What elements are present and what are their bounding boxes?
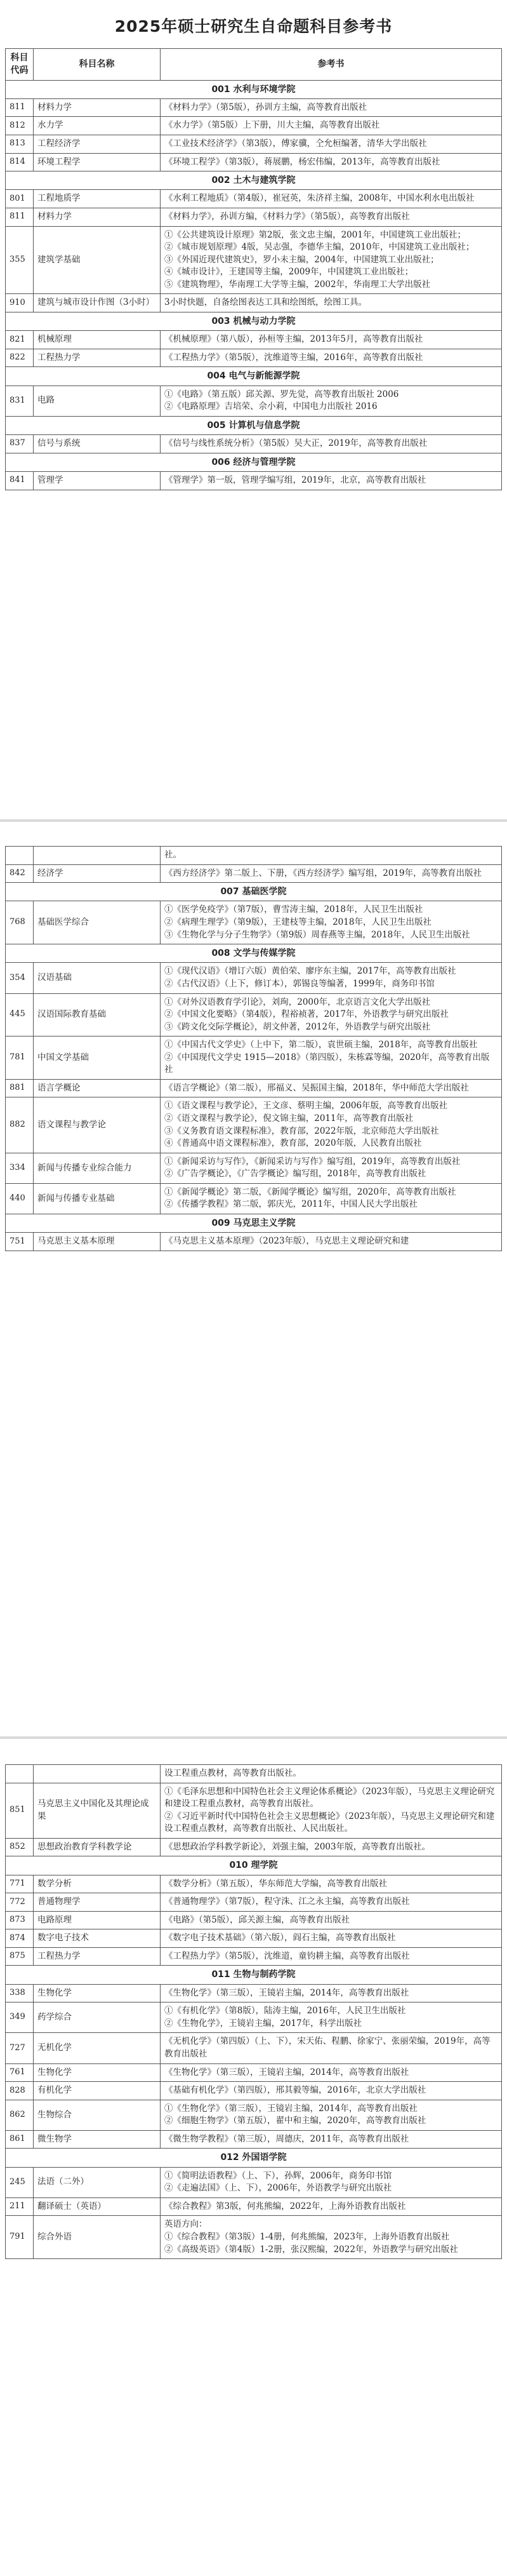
reference-line: ②《走遍法国》（上、下），2006年，外语教学与研究出版社 <box>164 2183 392 2194</box>
reference-books <box>161 847 502 865</box>
subject-name: 马克思主义基本原理 <box>34 1233 161 1251</box>
reference-line: ①《医学免疫学》（第7版），曹雪涛主编，2018年，人民卫生出版社 <box>164 904 423 915</box>
document-page-3 <box>0 1741 507 2576</box>
subject-code: 841 <box>6 471 34 490</box>
table-row <box>6 2197 502 2216</box>
table-row <box>6 993 502 1036</box>
subject-name: 有机化学 <box>34 2082 161 2100</box>
reference-line: 《电路》（第5版），邱关源主编，高等教育出版社 <box>164 1914 350 1925</box>
table-row <box>6 864 502 883</box>
subject-code: 822 <box>6 349 34 367</box>
subject-name: 电路原理 <box>34 1911 161 1929</box>
reference-line: ②《城市规划原理》4版，吴志强，李德华主编，2010年，中国建筑工业出版社； <box>164 242 475 253</box>
header-name: 科目名称 <box>34 49 161 81</box>
reference-books <box>161 1929 502 1948</box>
reference-books <box>161 2033 502 2063</box>
subject-name: 综合外语 <box>34 2216 161 2259</box>
reference-books <box>161 1911 502 1929</box>
reference-line: ④《城市设计》，王建国等主编，2009年，中国建筑工业出版社； <box>164 267 414 278</box>
subject-name: 工程热力学 <box>34 1947 161 1966</box>
table-row <box>6 1183 502 1214</box>
document-title: 2025年硕士研究生自命题科目参考书 <box>114 17 393 36</box>
subject-code: 334 <box>6 1153 34 1183</box>
subject-name: 经济学 <box>34 864 161 883</box>
reference-line: ③《跨文化交际学概论》，胡文仲著，2012年，外语教学与研究出版社 <box>164 1021 431 1032</box>
subject-code: 781 <box>6 1036 34 1080</box>
reference-books <box>161 435 502 453</box>
reference-books <box>161 2130 502 2149</box>
reference-books <box>161 226 502 294</box>
subject-name: 数字电子技术 <box>34 1929 161 1948</box>
reference-line: ①《公共建筑设计原理》第2版，张文忠主编，2001年，中国建筑工业出版社； <box>164 229 466 240</box>
subject-name: 材料力学 <box>34 208 161 227</box>
subject-name: 新闻与传播专业综合能力 <box>34 1153 161 1183</box>
table-row <box>6 190 502 208</box>
section-row <box>6 1856 502 1875</box>
reference-books <box>161 1875 502 1893</box>
subject-code: 801 <box>6 190 34 208</box>
reference-line: ②《古代汉语》（上下，修订本），郭锡良等编著，1999年，商务印书馆 <box>164 978 435 989</box>
reference-line: 《语言学概论》（第二版），邢福义、吴振国主编，2018年，华中师范大学出版社 <box>164 1082 469 1093</box>
subject-code: 811 <box>6 98 34 117</box>
section-row <box>6 1966 502 1984</box>
reference-line: 《综合教程》第3版，何兆熊编，2022年，上海外语教育出版社 <box>164 2201 406 2211</box>
subject-code: 828 <box>6 2082 34 2100</box>
reference-line: 《普通物理学》（第7版），程守洙、江之永主编，高等教育出版社 <box>164 1896 410 1907</box>
table-row <box>6 2082 502 2100</box>
subject-code: 862 <box>6 2100 34 2130</box>
table-header-row <box>6 49 502 81</box>
section-row <box>6 453 502 471</box>
table-row <box>6 1947 502 1966</box>
subject-name: 管理学 <box>34 471 161 490</box>
subject-code: 821 <box>6 331 34 349</box>
subject-code: 831 <box>6 386 34 416</box>
subject-code: 842 <box>6 864 34 883</box>
reference-books <box>161 117 502 135</box>
reference-books <box>161 993 502 1036</box>
reference-books <box>161 864 502 883</box>
subject-code: 772 <box>6 1893 34 1912</box>
table-row <box>6 135 502 154</box>
table-body <box>6 80 502 490</box>
document-page-1 <box>0 0 507 816</box>
reference-line: 《工程热力学》（第5版），沈维道，童钧耕主编，高等教育出版社 <box>164 1950 410 1961</box>
table-row <box>6 1893 502 1912</box>
section-row <box>6 367 502 386</box>
subject-code: 874 <box>6 1929 34 1948</box>
table-row <box>6 1079 502 1097</box>
subject-code: 837 <box>6 435 34 453</box>
subject-code: 861 <box>6 2130 34 2149</box>
table-row <box>6 208 502 227</box>
section-title: 006 经济与管理学院 <box>6 453 502 471</box>
subject-name: 法语（二外） <box>34 2167 161 2197</box>
reference-line: 《生物化学》（第三版），王镜岩主编，2014年，高等教育出版社 <box>164 1987 409 1998</box>
reference-books <box>161 1036 502 1080</box>
reference-books <box>161 1893 502 1912</box>
reference-books <box>161 294 502 312</box>
subject-name: 生物化学 <box>34 1984 161 2002</box>
page-separator <box>0 819 507 822</box>
reference-line: ①《新闻采访与写作》，《新闻采访与写作》编写组，2019年，高等教育出版社 <box>164 1156 461 1167</box>
table-row <box>6 963 502 993</box>
reference-line: ①《电路》（第五版）邱关源、罗先觉，高等教育出版社 2006 <box>164 389 399 399</box>
reference-books <box>161 2063 502 2082</box>
subject-name: 建筑学基础 <box>34 226 161 294</box>
reference-line: 《微生物学教程》（第三版），周德庆，2011年，高等教育出版社 <box>164 2133 409 2144</box>
reference-line: 3小时快题，自备绘图表达工具和绘图纸，绘图工具。 <box>164 297 367 308</box>
subject-code: 881 <box>6 1079 34 1097</box>
table-row <box>6 1097 502 1153</box>
section-title: 003 机械与动力学院 <box>6 312 502 330</box>
reference-line: ②《电路原理》吉培荣、佘小莉，中国电力出版社 2016 <box>164 401 378 412</box>
table-row <box>6 2063 502 2082</box>
reference-books <box>161 1079 502 1097</box>
subject-name <box>34 847 161 865</box>
header-refs: 参考书 <box>161 49 502 81</box>
table-row <box>6 1911 502 1929</box>
table-row <box>6 901 502 944</box>
subject-code: 813 <box>6 135 34 154</box>
reference-line: ②《病理生理学》（第9版），王建枝等主编，2018年，人民卫生出版社 <box>164 916 431 927</box>
subject-name: 新闻与传播专业基础 <box>34 1183 161 1214</box>
table-row <box>6 1783 502 1838</box>
reference-line: 《数字电子技术基础》（第六版），阎石主编，高等教育出版社 <box>164 1933 396 1943</box>
table-row <box>6 2002 502 2033</box>
section-title: 011 生物与制药学院 <box>6 1966 502 1984</box>
section-title: 008 文学与传媒学院 <box>6 944 502 963</box>
section-row <box>6 80 502 98</box>
table-body <box>6 847 502 1251</box>
reference-line: 《西方经济学》第二版上、下册，《西方经济学》编写组，2019年，高等教育出版社 <box>164 868 482 878</box>
reference-line: ②《习近平新时代中国特色社会主义思想概论》（2023年版），马克思主义理论研究和建设工程重点教材，高等教育出版社、人民出版社。 <box>164 1811 495 1834</box>
reference-table <box>5 1764 502 2259</box>
subject-code: 354 <box>6 963 34 993</box>
subject-code <box>6 847 34 865</box>
reference-line: ②《广告学概论》，《广告学概论》编写组，2018年，高等教育出版社 <box>164 1169 426 1179</box>
document-page-2 <box>0 826 507 1734</box>
reference-books <box>161 1153 502 1183</box>
reference-line: ①《现代汉语》（增订六版）黄伯荣、廖序东主编，2017年，高等教育出版社 <box>164 966 456 977</box>
reference-books <box>161 1233 502 1251</box>
reference-books <box>161 135 502 154</box>
subject-code: 349 <box>6 2002 34 2033</box>
subject-name: 药学综合 <box>34 2002 161 2033</box>
reference-line: ①《综合教程》（第3版）1-4册，何兆熊编，2023年，上海外语教育出版社 <box>164 2231 450 2242</box>
subject-name: 基础医学综合 <box>34 901 161 944</box>
reference-books <box>161 331 502 349</box>
reference-line: 《数学分析》（第五版），华东师范大学编，高等教育出版社 <box>164 1878 387 1889</box>
subject-name: 翻译硕士（英语） <box>34 2197 161 2216</box>
table-row <box>6 471 502 490</box>
reference-line: 《无机化学》（第四版）（上、下），宋天佑、程鹏、徐家宁、张丽荣编，2019年，高等教育出版社 <box>164 2036 491 2060</box>
subject-name: 汉语国际教育基础 <box>34 993 161 1036</box>
table-row <box>6 117 502 135</box>
reference-line: ②《生物化学》，王镜岩主编，2017年，科学出版社 <box>164 2018 362 2029</box>
reference-line: ①《语文课程与教学论》，王文彦、蔡明主编，2006年版，高等教育出版社 <box>164 1101 448 1111</box>
table-row <box>6 294 502 312</box>
reference-line: 《水利工程地质》（第4版），崔冠英，朱济祥主编，2008年，中国水利水电出版社 <box>164 193 475 204</box>
reference-line: ①《中国古代文学史》（上中下，第二版），袁世硕主编，2018年，高等教育出版社 <box>164 1040 478 1050</box>
subject-code: 791 <box>6 2216 34 2259</box>
continuation-row <box>6 1765 502 1783</box>
reference-line: 《马克思主义基本原理》（2023年版），马克思主义理论研究和建 <box>164 1236 409 1247</box>
reference-books <box>161 2216 502 2259</box>
subject-code: 814 <box>6 153 34 171</box>
section-title: 007 基础医学院 <box>6 883 502 901</box>
reference-line: 《材料力学》（第5版），孙训方主编，高等教育出版社 <box>164 102 367 112</box>
reference-table <box>5 846 502 1251</box>
section-row <box>6 312 502 330</box>
reference-table <box>5 48 502 490</box>
reference-line: ②《中国现代文学史 1915—2018》（第四版），朱栋霖等编，2020年，高等教育出版社 <box>164 1052 490 1075</box>
table-row <box>6 349 502 367</box>
reference-line: 《工程热力学》（第5版），沈维道等主编，2016年，高等教育出版社 <box>164 352 423 363</box>
reference-line: ①《简明法语教程》（上、下），孙辉，2006年，商务印书馆 <box>164 2170 392 2181</box>
section-row <box>6 416 502 434</box>
table-row <box>6 331 502 349</box>
table-row <box>6 226 502 294</box>
subject-name: 语文课程与教学论 <box>34 1097 161 1153</box>
reference-line: 英语方向： <box>164 2219 207 2230</box>
table-row <box>6 2033 502 2063</box>
subject-name <box>34 1765 161 1783</box>
subject-name: 建筑与城市设计作图（3小时） <box>34 294 161 312</box>
reference-line: 《水力学》（第5版）上下册，川大主编，高等教育出版社 <box>164 120 380 131</box>
subject-code: 852 <box>6 1838 34 1856</box>
section-title: 009 马克思主义学院 <box>6 1214 502 1232</box>
subject-code: 771 <box>6 1875 34 1893</box>
subject-name: 信号与系统 <box>34 435 161 453</box>
reference-books <box>161 208 502 227</box>
subject-name: 微生物学 <box>34 2130 161 2149</box>
reference-line: 《信号与线性系统分析》（第5版）吴大正，2019年，高等教育出版社 <box>164 438 428 449</box>
reference-books <box>161 98 502 117</box>
reference-line: 《机械原理》（第八版），孙桓等主编，2013年5月，高等教育出版社 <box>164 334 423 345</box>
subject-name: 环境工程学 <box>34 153 161 171</box>
subject-name: 中国文学基础 <box>34 1036 161 1080</box>
reference-books <box>161 190 502 208</box>
reference-line: ②《中国文化要略》（第4版），程裕祯著，2017年，外语教学与研究出版社 <box>164 1009 449 1020</box>
reference-line: 《基础有机化学》（第四版），邢其毅等编，2016年，北京大学出版社 <box>164 2085 426 2096</box>
reference-books <box>161 386 502 416</box>
reference-line: 《管理学》第一版，管理学编写组，2019年，北京，高等教育出版社 <box>164 474 426 485</box>
reference-books <box>161 2002 502 2033</box>
reference-books <box>161 1838 502 1856</box>
reference-line: 社。 <box>164 850 181 860</box>
subject-name: 机械原理 <box>34 331 161 349</box>
reference-books <box>161 963 502 993</box>
section-title: 004 电气与新能源学院 <box>6 367 502 386</box>
section-row <box>6 883 502 901</box>
table-row <box>6 1838 502 1856</box>
reference-books <box>161 2100 502 2130</box>
section-row <box>6 944 502 963</box>
subject-name: 语言学概论 <box>34 1079 161 1097</box>
subject-name: 普通物理学 <box>34 1893 161 1912</box>
subject-name: 生物综合 <box>34 2100 161 2130</box>
reference-books <box>161 901 502 944</box>
reference-line: ①《新闻学概论》第二版，《新闻学概论》编写组，2020年，高等教育出版社 <box>164 1186 456 1197</box>
reference-line: ①《毛泽东思想和中国特色社会主义理论体系概论》（2023年版），马克思主义理论研究和建设工程重点教材，高等教育出版社。 <box>164 1786 495 1809</box>
subject-name: 汉语基础 <box>34 963 161 993</box>
reference-line: ③《义务教育语文课程标准》，教育部，2022年版，北京师范大学出版社 <box>164 1125 439 1136</box>
reference-line: 《思想政治学科教学新论》，刘强主编，2003年版，高等教育出版社。 <box>164 1841 431 1852</box>
subject-name: 生物化学 <box>34 2063 161 2082</box>
table-row <box>6 1929 502 1948</box>
reference-books <box>161 1765 502 1783</box>
table-row <box>6 435 502 453</box>
reference-line: ⑤《建筑物理》，华南理工大学等主编，2002年，华南理工大学出版社 <box>164 279 431 290</box>
reference-line: ④《普通高中语文课程标准》，教育部，2020年版，人民教育出版社 <box>164 1138 422 1149</box>
table-row <box>6 1875 502 1893</box>
section-row <box>6 2149 502 2167</box>
table-row <box>6 2100 502 2130</box>
table-row <box>6 153 502 171</box>
table-row <box>6 1984 502 2002</box>
section-title: 005 计算机与信息学院 <box>6 416 502 434</box>
reference-books <box>161 349 502 367</box>
subject-code: 751 <box>6 1233 34 1251</box>
reference-line: ②《高级英语》（第4版）1-2册，张汉熙编，2022年，外语教学与研究出版社 <box>164 2244 458 2255</box>
subject-name: 数学分析 <box>34 1875 161 1893</box>
subject-code: 355 <box>6 226 34 294</box>
subject-code <box>6 1765 34 1783</box>
reference-books <box>161 2197 502 2216</box>
continuation-row <box>6 847 502 865</box>
subject-code: 812 <box>6 117 34 135</box>
subject-code: 875 <box>6 1947 34 1966</box>
subject-name: 思想政治教育学科教学论 <box>34 1838 161 1856</box>
reference-line: 《材料力学》，孙训方编，《材料力学》（第5版），高等教育出版社 <box>164 211 410 222</box>
reference-line: 《工业技术经济学》（第3版），傅家骥，仝允桓编著，清华大学出版社 <box>164 138 427 149</box>
section-row <box>6 1214 502 1232</box>
reference-line: ①《生物化学》（第三版），王镜岩主编，2014年，高等教育出版社 <box>164 2103 418 2114</box>
reference-books <box>161 1984 502 2002</box>
subject-name: 无机化学 <box>34 2033 161 2063</box>
reference-books <box>161 2167 502 2197</box>
table-row <box>6 1153 502 1183</box>
reference-line: 设工程重点教材，高等教育出版社。 <box>164 1768 301 1778</box>
reference-line: ②《传播学教程》第二版，郭庆光，2011年，中国人民大学出版社 <box>164 1199 418 1210</box>
reference-books <box>161 1783 502 1838</box>
reference-books <box>161 1183 502 1214</box>
table-row <box>6 1233 502 1251</box>
reference-books <box>161 1097 502 1153</box>
reference-books <box>161 471 502 490</box>
subject-code: 338 <box>6 1984 34 2002</box>
table-row <box>6 2216 502 2259</box>
section-title: 001 水利与环境学院 <box>6 80 502 98</box>
section-title: 012 外国语学院 <box>6 2149 502 2167</box>
header-code: 科目代码 <box>6 49 34 81</box>
table-row <box>6 386 502 416</box>
reference-line: ②《细胞生物学》（第五版），翟中和主编，2020年，高等教育出版社 <box>164 2116 426 2126</box>
subject-name: 工程地质学 <box>34 190 161 208</box>
section-row <box>6 171 502 190</box>
reference-line: 《环境工程学》（第3版），蒋展鹏，杨宏伟编，2013年，高等教育出版社 <box>164 156 440 167</box>
subject-name: 水力学 <box>34 117 161 135</box>
subject-code: 211 <box>6 2197 34 2216</box>
table-row <box>6 1036 502 1080</box>
subject-code: 445 <box>6 993 34 1036</box>
subject-code: 727 <box>6 2033 34 2063</box>
subject-code: 768 <box>6 901 34 944</box>
subject-code: 761 <box>6 2063 34 2082</box>
subject-code: 811 <box>6 208 34 227</box>
subject-code: 440 <box>6 1183 34 1214</box>
reference-books <box>161 153 502 171</box>
subject-name: 材料力学 <box>34 98 161 117</box>
subject-code: 873 <box>6 1911 34 1929</box>
subject-name: 电路 <box>34 386 161 416</box>
reference-line: 《生物化学》（第三版），王镜岩主编，2014年，高等教育出版社 <box>164 2067 409 2077</box>
reference-books <box>161 1947 502 1966</box>
page-separator <box>0 1736 507 1739</box>
subject-code: 245 <box>6 2167 34 2197</box>
table-row <box>6 2167 502 2197</box>
section-title: 010 理学院 <box>6 1856 502 1875</box>
reference-line: ③《生物化学与分子生物学》（第9版）周春燕等主编，2018年，人民卫生出版社 <box>164 929 470 940</box>
subject-name: 工程热力学 <box>34 349 161 367</box>
reference-line: ②《语文课程与教学论》，倪文锦主编，2011年，高等教育出版社 <box>164 1113 414 1124</box>
subject-name: 工程经济学 <box>34 135 161 154</box>
section-title: 002 土木与建筑学院 <box>6 171 502 190</box>
subject-code: 882 <box>6 1097 34 1153</box>
reference-books <box>161 2082 502 2100</box>
subject-code: 910 <box>6 294 34 312</box>
subject-code: 851 <box>6 1783 34 1838</box>
table-row <box>6 98 502 117</box>
table-body <box>6 1765 502 2259</box>
subject-name: 马克思主义中国化及其理论成果 <box>34 1783 161 1838</box>
reference-line: ①《对外汉语教育学引论》，刘珣，2000年，北京语言文化大学出版社 <box>164 996 431 1007</box>
reference-line: ①《有机化学》（第8版），陆涛主编，2016年，人民卫生出版社 <box>164 2006 406 2016</box>
table-row <box>6 2130 502 2149</box>
reference-line: ③《外国近现代建筑史》，罗小未主编，2004年，中国建筑工业出版社； <box>164 254 439 265</box>
